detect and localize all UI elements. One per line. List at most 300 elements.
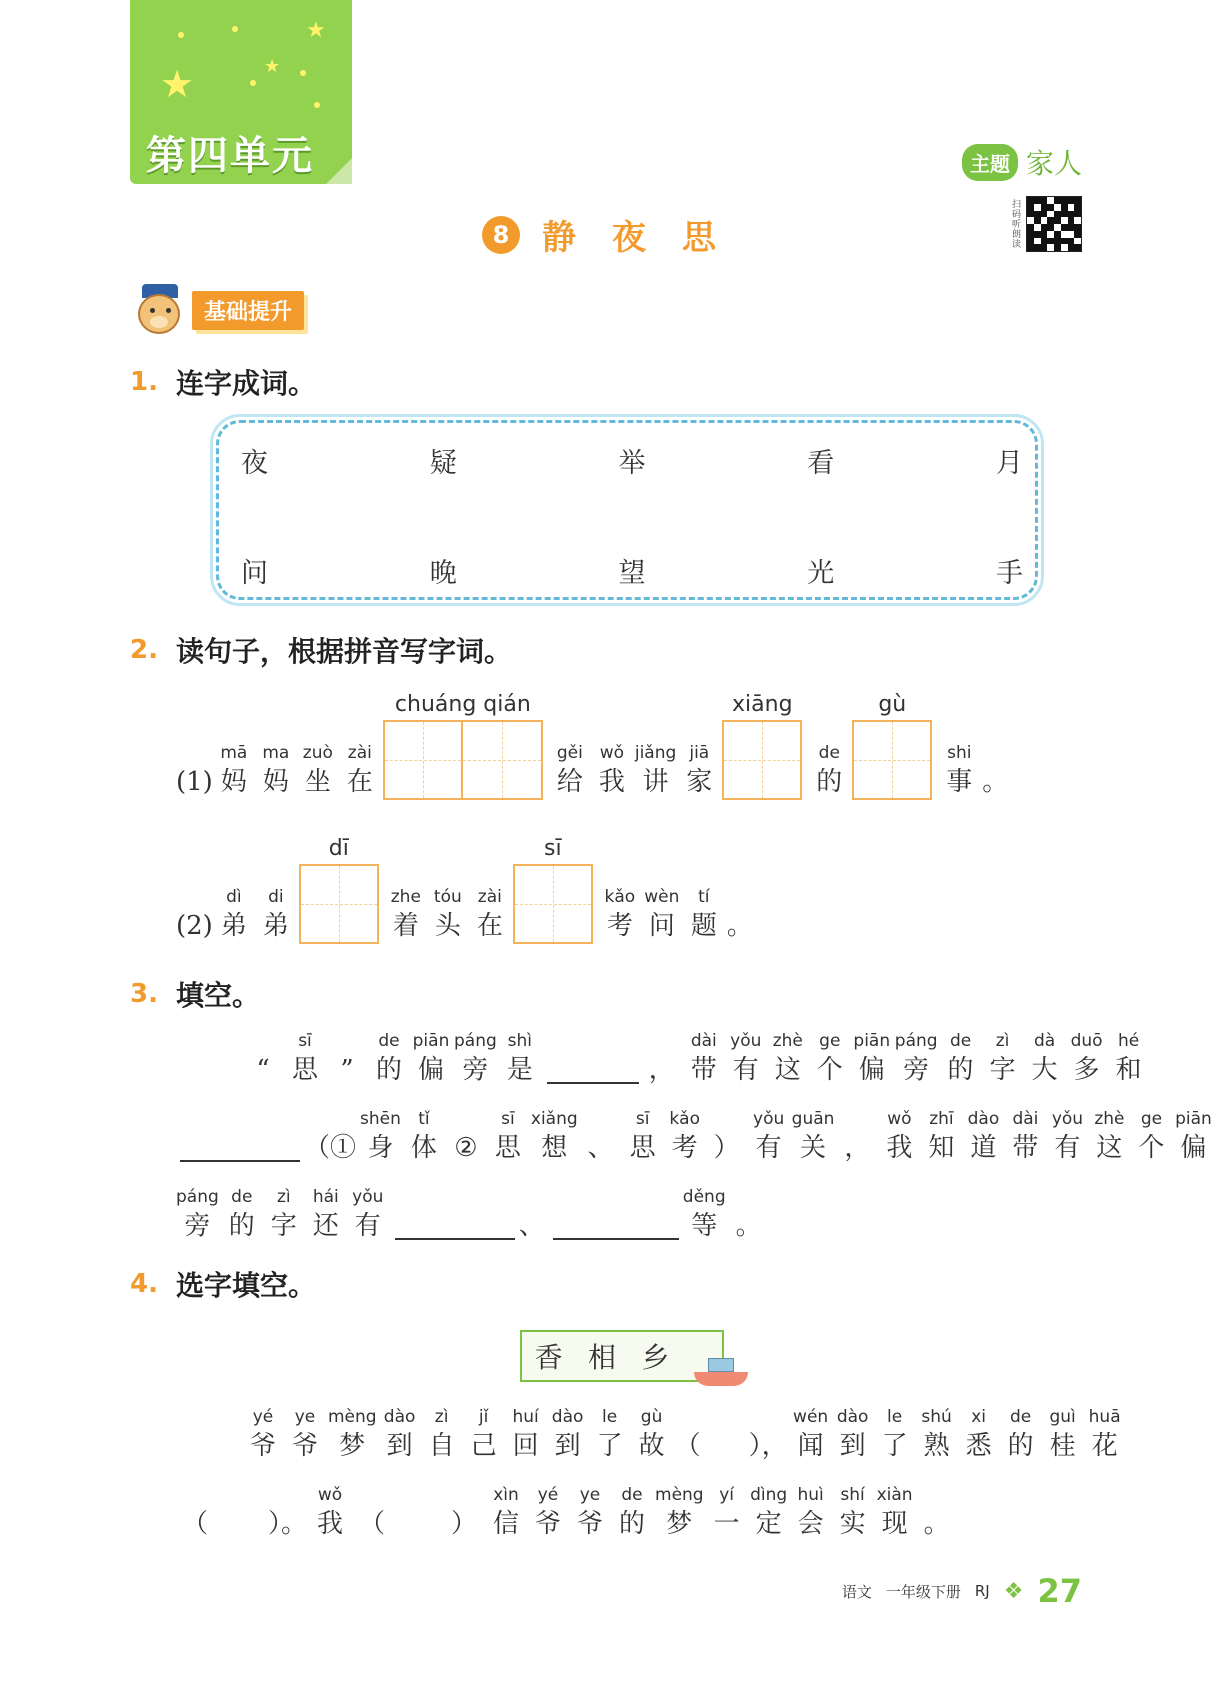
hanzi: 自 — [428, 1431, 455, 1461]
pinyin: páng — [176, 1187, 219, 1207]
pinyin: piān — [412, 1031, 450, 1051]
pinyin: zài — [347, 743, 372, 763]
pinyin: ye — [294, 1407, 316, 1427]
pinyin-char-unit — [1048, 1108, 1086, 1166]
section-header — [132, 282, 304, 338]
pinyin-char-unit — [960, 1406, 998, 1464]
hanzi: 。 — [923, 1509, 950, 1539]
pinyin: zhè — [772, 1031, 803, 1051]
theme-badge: 主题 — [962, 144, 1018, 181]
pinyin-char-unit — [683, 1186, 726, 1244]
pinyin: yé — [537, 1485, 559, 1505]
pinyin-char-unit — [507, 1406, 545, 1464]
pinyin: zì — [434, 1407, 449, 1427]
answer-blank[interactable] — [180, 1132, 300, 1162]
pinyin-char-unit — [940, 742, 978, 800]
pinyin: jiā — [689, 743, 710, 763]
hanzi: 多 — [1073, 1055, 1100, 1085]
hanzi: 回 — [512, 1431, 539, 1461]
hanzi: 家 — [686, 767, 713, 797]
q2-sentence-1 — [176, 690, 1012, 800]
pinyin: wǒ — [887, 1109, 912, 1129]
pinyin-char-unit — [727, 1030, 765, 1088]
hanzi: ② — [454, 1133, 478, 1163]
hanzi: 旁 — [184, 1211, 211, 1241]
hanzi: 带 — [1012, 1133, 1039, 1163]
pinyin-char-unit — [708, 1108, 746, 1166]
hanzi: 信 — [493, 1509, 520, 1539]
pinyin: kǎo — [604, 887, 636, 907]
match-char[interactable]: 看 — [807, 448, 835, 479]
pinyin-char-unit — [984, 1030, 1022, 1088]
hanzi: 是 — [506, 1055, 533, 1085]
hanzi: 的 — [1007, 1431, 1034, 1461]
pinyin: le — [887, 1407, 903, 1427]
writing-grid-cell[interactable] — [852, 720, 932, 800]
dot-decoration — [178, 32, 184, 38]
pinyin: mèng — [328, 1407, 377, 1427]
pinyin-char-unit — [454, 1030, 497, 1088]
pinyin: sī — [635, 1109, 650, 1129]
hanzi: 有 — [732, 1055, 759, 1085]
punctuation: 。 — [982, 767, 1009, 797]
pinyin: xiǎng — [530, 1109, 578, 1129]
pinyin: ye — [579, 1485, 601, 1505]
hanzi: 有 — [1054, 1133, 1081, 1163]
pinyin-char-unit — [257, 742, 295, 800]
pinyin: sī — [501, 1109, 515, 1129]
pinyin-char-unit — [257, 886, 295, 944]
star-icon: ★ — [264, 56, 281, 77]
pinyin-char-unit — [593, 742, 631, 800]
pinyin-char-unit — [353, 1484, 391, 1542]
pinyin-char-unit — [489, 1108, 527, 1166]
pinyin-char-unit — [838, 1108, 876, 1166]
pinyin: tǐ — [418, 1109, 430, 1129]
pinyin: ge — [819, 1031, 841, 1051]
pinyin: wén — [793, 1407, 829, 1427]
grid-pinyin: chuáng qián — [394, 692, 531, 717]
pinyin-char-unit — [223, 1186, 261, 1244]
pinyin-char-unit — [215, 886, 253, 944]
pinyin: zì — [276, 1187, 291, 1207]
question-title: 填空。 — [175, 979, 260, 1012]
hanzi: 的 — [375, 1055, 402, 1085]
pinyin-char-unit — [1174, 1108, 1212, 1166]
pinyin: dào — [551, 1407, 584, 1427]
hanzi: 在 — [476, 911, 503, 941]
qr-block[interactable] — [1009, 196, 1082, 252]
footer-grade: 一年级下册 — [885, 1582, 961, 1601]
pinyin-char-unit — [265, 1186, 303, 1244]
question-2-heading — [130, 630, 512, 670]
pinyin-char-unit — [876, 1406, 914, 1464]
pinyin-char-unit — [685, 886, 723, 944]
hanzi: 我 — [317, 1509, 344, 1539]
question-title: 连字成词。 — [175, 367, 316, 400]
pinyin-char-unit — [176, 1186, 219, 1244]
page-fold — [326, 158, 352, 184]
hanzi: 会 — [797, 1509, 824, 1539]
answer-blank[interactable] — [553, 1210, 679, 1240]
hanzi: 弟 — [220, 911, 247, 941]
hanzi: “ — [256, 1055, 270, 1085]
pinyin-char-unit — [1086, 1406, 1124, 1464]
hanzi: 有 — [354, 1211, 381, 1241]
pinyin: kǎo — [669, 1109, 700, 1129]
pinyin: zì — [995, 1031, 1010, 1051]
pinyin: piān — [1175, 1109, 1212, 1129]
hanzi: 了 — [881, 1431, 908, 1461]
hanzi: 到 — [839, 1431, 866, 1461]
hanzi: 偏 — [858, 1055, 885, 1085]
theme-text: 家人 — [1025, 147, 1082, 180]
pinyin: gěi — [556, 743, 583, 763]
pinyin: mèng — [655, 1485, 704, 1505]
pinyin: huì — [797, 1485, 824, 1505]
match-char[interactable]: 疑 — [429, 448, 457, 479]
pinyin: zhe — [390, 887, 421, 907]
pinyin-char-unit — [942, 1030, 980, 1088]
pinyin-char-unit — [834, 1484, 872, 1542]
pinyin: yí — [719, 1485, 734, 1505]
pinyin-char-unit — [471, 886, 509, 944]
hanzi: 身 — [367, 1133, 394, 1163]
hanzi: 故 — [638, 1431, 665, 1461]
writing-grid-cell[interactable] — [299, 864, 379, 944]
match-char[interactable]: 望 — [618, 558, 646, 589]
match-char[interactable]: 手 — [996, 558, 1023, 589]
pinyin: xìn — [493, 1485, 519, 1505]
hanzi: 到 — [554, 1431, 581, 1461]
q4-line-1 — [244, 1406, 1128, 1464]
theme-label — [962, 142, 1082, 182]
writing-grid-group — [852, 690, 932, 800]
pinyin-char-unit — [730, 1186, 768, 1244]
hanzi: 思 — [629, 1133, 656, 1163]
hanzi: 坐 — [304, 767, 331, 797]
pinyin-char-unit — [286, 1030, 324, 1088]
writing-grid-cell[interactable] — [722, 720, 802, 800]
option-char[interactable]: 香 — [534, 1341, 563, 1374]
hanzi: 闻 — [797, 1431, 824, 1461]
pinyin: tí — [698, 887, 710, 907]
answer-blank[interactable] — [395, 1210, 515, 1240]
lesson-heading — [482, 210, 752, 259]
pinyin-char-unit — [624, 1108, 662, 1166]
pinyin-char-unit — [655, 1484, 704, 1542]
pinyin-char-unit — [1132, 1108, 1170, 1166]
hanzi: 这 — [1096, 1133, 1123, 1163]
pinyin: zuò — [302, 743, 333, 763]
hanzi: 体 — [410, 1133, 437, 1163]
hanzi: 爷 — [291, 1431, 318, 1461]
pinyin-char-unit — [328, 1030, 366, 1088]
page-number: 27 — [1037, 1572, 1082, 1610]
pinyin-char-unit — [876, 1484, 914, 1542]
dot-decoration — [300, 70, 306, 76]
pinyin-char-unit — [1002, 1406, 1040, 1464]
grid-pinyin: sī — [544, 836, 562, 861]
hanzi: 等 — [691, 1211, 718, 1241]
hanzi: 考 — [606, 911, 633, 941]
pinyin: gù — [640, 1407, 663, 1427]
pinyin-char-unit — [811, 1030, 849, 1088]
pinyin: shi — [947, 743, 972, 763]
footer-subject: 语文 — [841, 1582, 872, 1601]
pinyin-char-unit — [299, 742, 337, 800]
hanzi: 这 — [774, 1055, 801, 1085]
pinyin: piān — [853, 1031, 891, 1051]
hanzi: 着 — [392, 911, 419, 941]
answer-blank[interactable] — [547, 1054, 639, 1084]
hanzi: 悉 — [965, 1431, 992, 1461]
punctuation: 。 — [726, 911, 753, 941]
match-char[interactable]: 问 — [241, 558, 268, 589]
pinyin: tóu — [433, 887, 462, 907]
lesson-number: 8 — [482, 216, 520, 254]
question-3-heading — [130, 974, 260, 1014]
pinyin-char-unit — [792, 1484, 830, 1542]
hanzi: 事 — [946, 767, 973, 797]
pinyin-char-unit — [708, 1484, 746, 1542]
hanzi: 个 — [816, 1055, 843, 1085]
pinyin-char-unit — [792, 1108, 835, 1166]
pinyin-char-unit — [370, 1030, 408, 1088]
pinyin: zhī — [929, 1109, 954, 1129]
pinyin: děng — [682, 1187, 726, 1207]
pinyin: dào — [836, 1407, 869, 1427]
writing-grid-group — [383, 690, 543, 800]
pinyin-char-unit — [387, 886, 425, 944]
pinyin-char-unit — [750, 1484, 788, 1542]
match-char[interactable]: 举 — [618, 448, 646, 479]
hanzi: 想 — [541, 1133, 568, 1163]
hanzi: （ — [359, 1509, 386, 1539]
hanzi: （ — [181, 1509, 208, 1539]
pinyin-char-unit — [244, 1406, 282, 1464]
hanzi: 妈 — [262, 767, 289, 797]
pinyin-char-unit — [918, 1406, 956, 1464]
pinyin: zài — [477, 887, 502, 907]
sub-number: (2) — [176, 911, 213, 941]
pinyin-char-unit — [685, 1030, 723, 1088]
word-match-box — [216, 420, 1038, 600]
option-char[interactable]: 乡 — [641, 1341, 670, 1374]
pinyin-char-unit — [633, 1406, 671, 1464]
pinyin-char-unit — [531, 1108, 578, 1166]
pinyin: guì — [1049, 1407, 1076, 1427]
hanzi: 大 — [1031, 1055, 1058, 1085]
writing-grid-group — [513, 834, 593, 944]
pinyin-char-unit — [918, 1484, 956, 1542]
hanzi: 题 — [690, 911, 717, 941]
pinyin: shú — [921, 1407, 952, 1427]
dot-decoration — [232, 26, 238, 32]
pinyin-char-unit — [551, 742, 589, 800]
question-title: 读句子，根据拼音写字词。 — [175, 635, 512, 668]
pinyin-char-unit — [304, 1108, 356, 1166]
hanzi: ） — [713, 1133, 740, 1163]
grid-pinyin: gù — [878, 692, 907, 717]
pinyin: shēn — [360, 1109, 401, 1129]
hanzi: 爷 — [535, 1509, 562, 1539]
pinyin-char-unit — [643, 886, 681, 944]
hanzi: 己 — [470, 1431, 497, 1461]
pinyin: sī — [298, 1031, 312, 1051]
hanzi: 偏 — [417, 1055, 444, 1085]
pinyin-char-unit — [853, 1030, 891, 1088]
q2-sentence-2 — [176, 834, 757, 944]
hanzi: 爷 — [577, 1509, 604, 1539]
pinyin: de — [818, 743, 840, 763]
grid-pinyin: xiāng — [732, 692, 793, 717]
pinyin: yé — [252, 1407, 274, 1427]
pinyin: ge — [1140, 1109, 1163, 1129]
pinyin-char-unit — [244, 1030, 282, 1088]
hanzi: 给 — [556, 767, 583, 797]
pinyin: shì — [507, 1031, 532, 1051]
pinyin: de — [621, 1485, 643, 1505]
pinyin-char-unit — [286, 1406, 324, 1464]
q3-line-2 — [176, 1108, 1216, 1166]
hanzi: 问 — [648, 911, 675, 941]
pinyin: yǒu — [352, 1187, 384, 1207]
question-number: 4. — [130, 1269, 158, 1299]
pinyin-char-unit — [1110, 1030, 1148, 1088]
hanzi: 梦 — [339, 1431, 366, 1461]
match-char[interactable]: 夜 — [241, 448, 268, 479]
match-char[interactable]: 光 — [807, 558, 835, 589]
dot-decoration — [314, 102, 320, 108]
hanzi: ” — [340, 1055, 354, 1085]
pinyin: duō — [1070, 1031, 1103, 1051]
pinyin-char-unit — [529, 1484, 567, 1542]
separator: 、 — [518, 1211, 545, 1241]
hanzi: 考 — [671, 1133, 698, 1163]
pinyin-char-unit — [643, 1030, 681, 1088]
star-icon: ★ — [160, 62, 195, 106]
pinyin: yǒu — [753, 1109, 785, 1129]
pinyin: páng — [894, 1031, 938, 1051]
q3-line-3 — [176, 1186, 772, 1244]
question-number: 2. — [130, 635, 158, 665]
page-footer — [842, 1572, 1082, 1610]
match-char[interactable]: 月 — [996, 448, 1023, 479]
hanzi: 、 — [587, 1133, 614, 1163]
qr-code-icon[interactable] — [1026, 196, 1082, 252]
hanzi: 。 — [735, 1211, 762, 1241]
writing-grid-cell[interactable] — [383, 720, 463, 800]
pinyin: dài — [1012, 1109, 1039, 1129]
pinyin-char-unit — [964, 1108, 1002, 1166]
pinyin-char-unit — [423, 1406, 461, 1464]
pinyin-char-unit — [445, 1484, 483, 1542]
clover-icon: ❖ — [1003, 1578, 1024, 1604]
question-number: 1. — [130, 367, 158, 397]
pinyin: huí — [512, 1407, 539, 1427]
hanzi: 道 — [970, 1133, 997, 1163]
pinyin-char-unit — [307, 1186, 345, 1244]
hanzi: 个 — [1138, 1133, 1165, 1163]
section-label: 基础提升 — [192, 291, 304, 330]
hanzi: 和 — [1115, 1055, 1142, 1085]
hanzi: 桂 — [1049, 1431, 1076, 1461]
pinyin-char-unit — [680, 742, 718, 800]
match-char[interactable]: 晚 — [429, 558, 457, 589]
grid-pinyin: dī — [328, 836, 349, 861]
writing-grid-cell[interactable] — [463, 720, 543, 800]
hanzi: 讲 — [642, 767, 669, 797]
pinyin-char-unit — [591, 1406, 629, 1464]
dot-decoration — [250, 80, 256, 86]
writing-grid-group — [722, 690, 802, 800]
pinyin: dìng — [750, 1485, 788, 1505]
pinyin-char-unit — [834, 1406, 872, 1464]
pinyin: hái — [312, 1187, 339, 1207]
hanzi: 妈 — [220, 767, 247, 797]
writing-grid-cell[interactable] — [513, 864, 593, 944]
question-number: 3. — [130, 979, 158, 1009]
pinyin-char-unit — [613, 1484, 651, 1542]
boat-icon — [694, 1352, 748, 1386]
hanzi: 带 — [690, 1055, 717, 1085]
unit-banner — [130, 0, 352, 184]
pinyin-char-unit — [549, 1406, 587, 1464]
hanzi: 字 — [989, 1055, 1016, 1085]
pinyin: yǒu — [1051, 1109, 1084, 1129]
question-4-heading — [130, 1264, 316, 1304]
pinyin: hé — [1117, 1031, 1140, 1051]
pinyin-char-unit — [215, 742, 253, 800]
sub-number: (1) — [176, 767, 213, 797]
pinyin: yǒu — [730, 1031, 762, 1051]
hanzi: 爷 — [249, 1431, 276, 1461]
pinyin-char-unit — [880, 1108, 918, 1166]
hanzi: 一 — [713, 1509, 740, 1539]
pinyin-char-unit — [895, 1030, 938, 1088]
hanzi: 我 — [886, 1133, 913, 1163]
hanzi: 头 — [434, 911, 461, 941]
hanzi: 定 — [755, 1509, 782, 1539]
hanzi: 现 — [881, 1509, 908, 1539]
hanzi: ） — [451, 1509, 478, 1539]
pinyin-char-unit — [341, 742, 379, 800]
hanzi: 旁 — [462, 1055, 489, 1085]
pinyin: guān — [791, 1109, 835, 1129]
hanzi: 还 — [312, 1211, 339, 1241]
pinyin-char-unit — [635, 742, 676, 800]
pinyin: huā — [1088, 1407, 1121, 1427]
pinyin-char-unit — [381, 1406, 419, 1464]
pinyin: de — [949, 1031, 972, 1051]
hanzi: 在 — [346, 767, 373, 797]
pinyin-char-unit — [487, 1484, 525, 1542]
option-char[interactable]: 相 — [587, 1341, 616, 1374]
pinyin: wǒ — [317, 1485, 343, 1505]
hanzi: ， — [648, 1055, 675, 1085]
pinyin: wǒ — [599, 743, 624, 763]
writing-grid-group — [299, 834, 379, 944]
hanzi: 我 — [598, 767, 625, 797]
hanzi: 弟 — [262, 911, 289, 941]
pinyin-char-unit — [1090, 1108, 1128, 1166]
pinyin-char-unit — [1026, 1030, 1064, 1088]
pinyin: jiǎng — [634, 743, 677, 763]
pinyin: de — [378, 1031, 400, 1051]
hanzi: 有 — [755, 1133, 782, 1163]
lesson-title: 静夜思 — [542, 218, 752, 258]
